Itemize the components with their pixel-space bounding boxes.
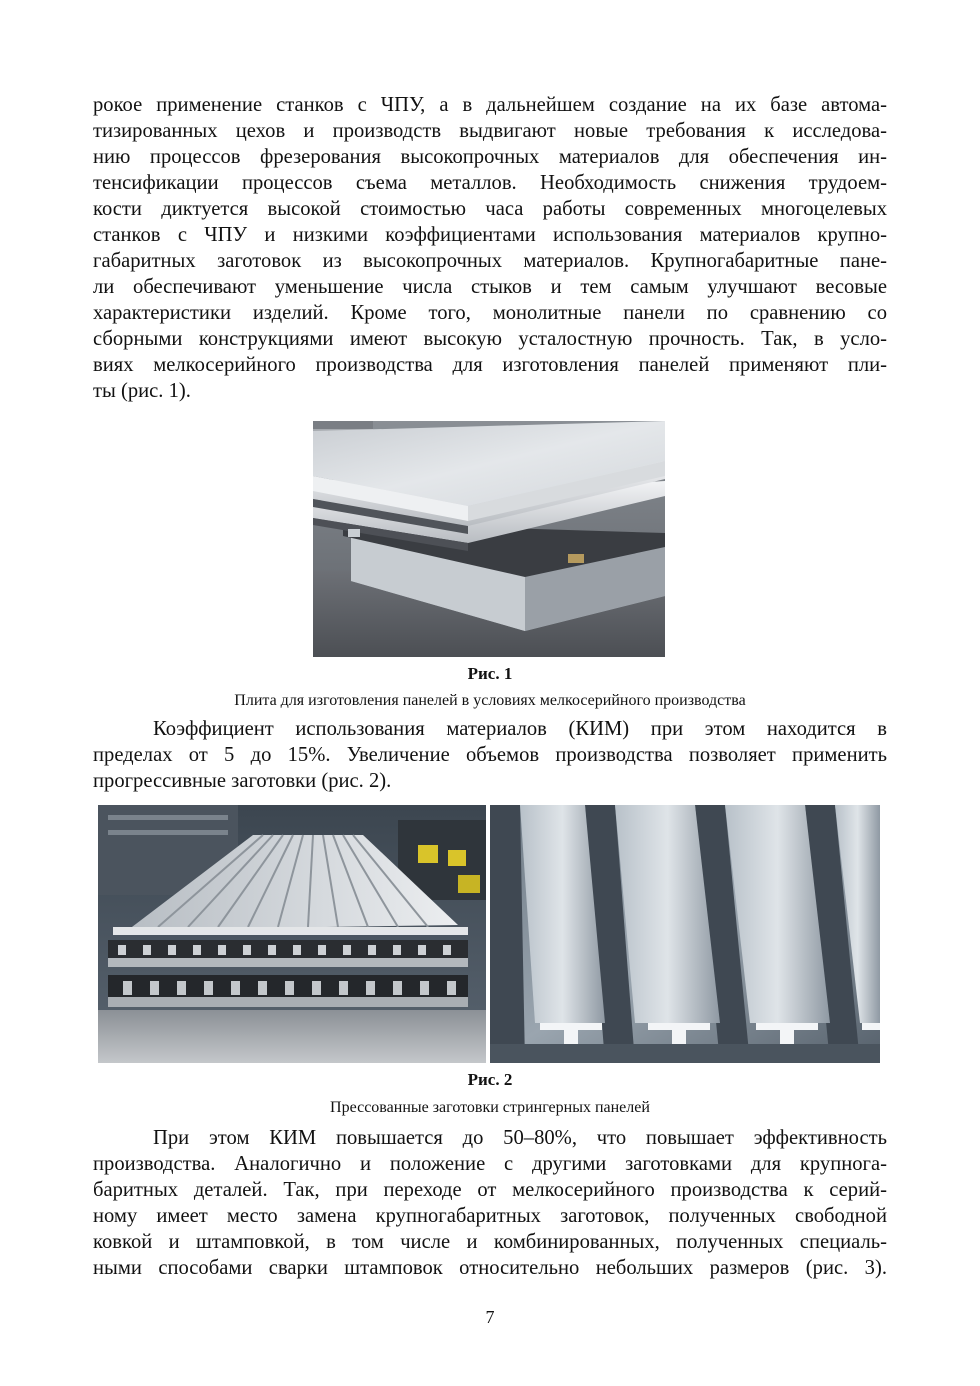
text-line: баритных деталей. Так, при переходе от мелкосерийного производства к серий- — [93, 1179, 887, 1201]
text-line: ному имеет место замена крупногабаритных заготовок, полученных свободной — [93, 1205, 887, 1227]
text-line: пределах от 5 до 15%. Увеличение объемов производства позволяет применить — [93, 744, 887, 766]
figure-1-number: Рис. 1 — [467, 664, 513, 683]
text-line: ли обеспечивают уменьшение числа стыков и тем самым улучшают весовые — [93, 276, 887, 298]
text-line: характеристики изделий. Кроме того, монолитные панели по сравнению со — [93, 302, 887, 324]
text-line: сборными конструкциями имеют высокую усталостную прочность. Так, в усло- — [93, 328, 887, 350]
text-line: Коэффициент использования материалов (КИМ) при этом находится в — [153, 718, 887, 740]
figure-2-caption: Прессованные заготовки стрингерных панелей — [330, 1099, 650, 1116]
text-line: прогрессивные заготовки (рис. 2). — [93, 770, 392, 792]
figure-2-right-stringers-photo — [490, 805, 880, 1063]
text-line: ковкой и штамповкой, в том числе и комбинированных, полученных специаль- — [93, 1231, 887, 1253]
text-line: тенсификации процессов съема металлов. Необходимость снижения трудоем- — [93, 172, 887, 194]
text-line: рокое применение станков с ЧПУ, а в дальнейшем создание на их базе автома- — [93, 94, 887, 116]
paragraph-intro — [93, 92, 887, 404]
figure-2-number: Рис. 2 — [467, 1070, 513, 1089]
text-line: ты (рис. 1). — [93, 380, 191, 402]
text-line: ными способами сварки штамповок относительно небольших размеров (рис. 3). — [93, 1257, 887, 1279]
text-line: кости диктуется высокой стоимостью часа работы современных многоцелевых — [93, 198, 887, 220]
paragraph-kim — [93, 716, 887, 794]
text-line: виях мелкосерийного производства для изготовления панелей применяют пли- — [93, 354, 887, 376]
text-line: станков с ЧПУ и низкими коэффициентами использования материалов крупно- — [93, 224, 887, 246]
text-line: тизированных цехов и производств выдвигают новые требования к исследова- — [93, 120, 887, 142]
page-number: 7 — [485, 1307, 495, 1327]
figure-1-plates-photo — [313, 421, 665, 657]
text-line: габаритных заготовок из высокопрочных материалов. Крупногабаритные пане- — [93, 250, 887, 272]
figure-2-left-panels-photo — [98, 805, 486, 1063]
paragraph-efficiency — [93, 1125, 887, 1281]
text-line: нию процессов фрезерования высокопрочных материалов для обеспечения ин- — [93, 146, 887, 168]
figure-1-caption: Плита для изготовления панелей в условиях мелкосерийного производства — [234, 692, 746, 709]
text-line: При этом КИМ повышается до 50–80%, что повышает эффективность — [153, 1127, 887, 1149]
text-line: производства. Аналогично и положение с другими заготовками для крупнога- — [93, 1153, 887, 1175]
